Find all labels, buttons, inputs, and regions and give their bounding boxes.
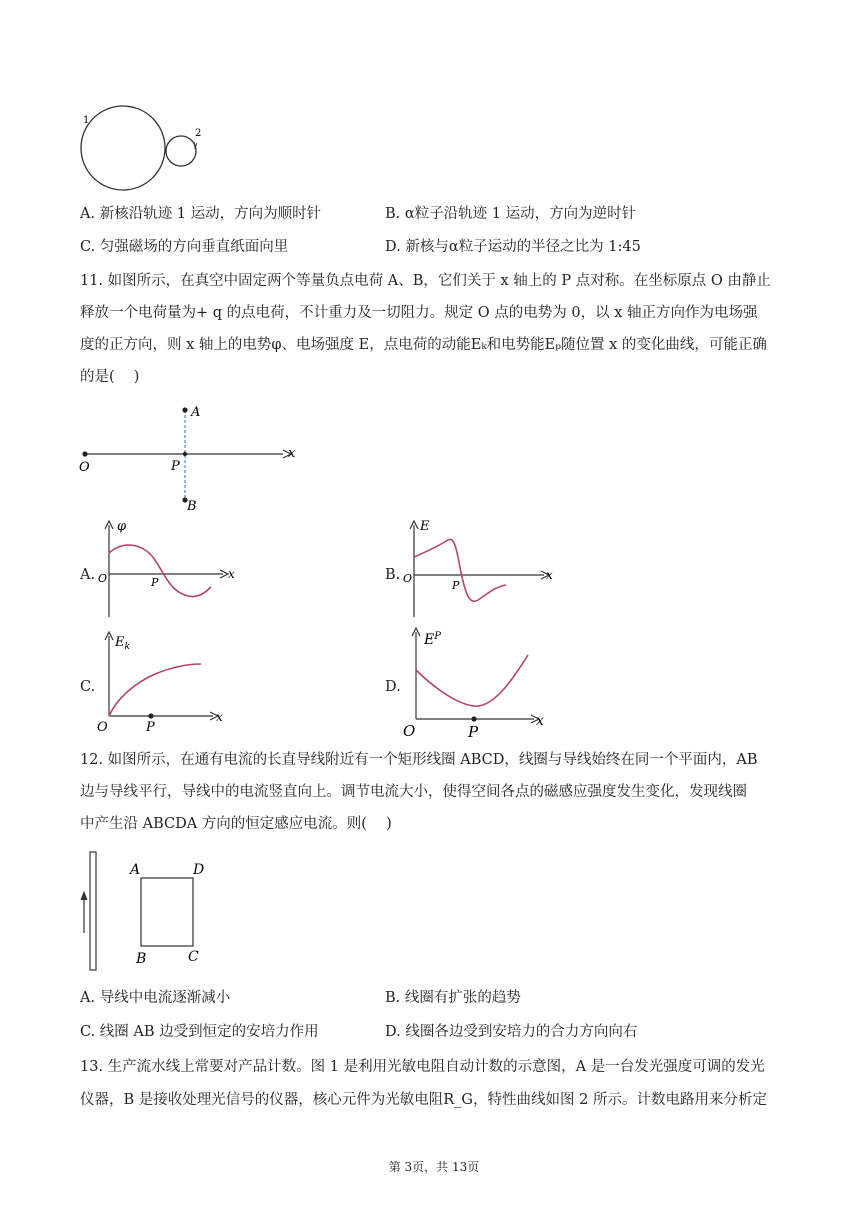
origin-label: O [98, 572, 108, 585]
label-p: P [171, 459, 180, 474]
y-label: $E^P$ [424, 631, 441, 648]
p-label: P [468, 723, 479, 740]
point-p-dot [148, 713, 153, 718]
q11-graph-c [95, 628, 230, 733]
q10-option-c: C. 匀强磁场的方向垂直纸面向里 [80, 239, 289, 255]
q11-graph-b-option: B. [385, 567, 401, 583]
label-b: B [136, 951, 147, 967]
page-footer: 第 3页，共 13页 [388, 1160, 480, 1174]
q11-graph-a-option: A. [80, 567, 96, 583]
label-c: C [188, 949, 199, 965]
q12-option-d: D. 线圈各边受到安培力的合力方向向右 [385, 1024, 638, 1040]
current-arrow-head [81, 892, 87, 900]
q13-line-1: 13. 生产流水线上常要对产品计数。图 1 是利用光敏电阻自动计数的示意图，A 是一台发光强度可调的发光 [80, 1059, 765, 1075]
point-p-dot [183, 452, 187, 456]
label-o: O [79, 460, 90, 475]
q11-graph-d [400, 622, 550, 740]
q11-graph-a [95, 515, 245, 620]
q11-line-4: 的是( ) [80, 369, 140, 385]
q11-graph-d-option: D. [385, 679, 401, 695]
y-label: E [420, 519, 430, 534]
y-label: $E_k$ [115, 635, 130, 652]
x-label: x [546, 568, 553, 582]
p-label: P [146, 720, 155, 733]
rectangular-coil [141, 878, 193, 946]
label-x: x [288, 446, 296, 461]
origin-label: O [403, 722, 416, 740]
origin-dot [82, 451, 87, 456]
q12-line-3: 中产生沿 ABCDA 方向的恒定感应电流。则( ) [80, 816, 392, 832]
q12-option-a: A. 导线中电流逐渐减小 [80, 990, 231, 1006]
q10-option-a: A. 新核沿轨迹 1 运动，方向为顺时针 [80, 206, 322, 222]
charge-a-dot [182, 407, 187, 412]
long-straight-wire [90, 852, 96, 970]
x-label: x [536, 713, 544, 729]
point-p-dot [471, 716, 476, 721]
potential-curve [109, 545, 211, 596]
p-label: P [452, 579, 460, 592]
q11-charges-figure [75, 400, 305, 515]
y-label: φ [117, 519, 127, 534]
orbit-2 [166, 136, 196, 166]
kinetic-energy-curve [109, 664, 201, 716]
q10-option-d: D. 新核与α粒子运动的半径之比为 1:45 [385, 239, 641, 255]
q11-graph-b [398, 515, 558, 620]
q11-line-1: 11. 如图所示，在真空中固定两个等量负点电荷 A、B，它们关于 x 轴上的 P 点对称。在坐标原点 O 由静止 [80, 273, 771, 289]
x-label: x [216, 710, 223, 724]
orbit-figure [78, 105, 208, 195]
orbit-label-2: 2 [195, 128, 202, 139]
origin-label: O [97, 720, 108, 733]
label-a: A [130, 862, 141, 878]
q12-line-1: 12. 如图所示，在通有电流的长直导线附近有一个矩形线圈 ABCD，线圈与导线始终在同一个平面内，AB [80, 752, 758, 768]
label-b: B [187, 499, 197, 514]
q12-coil-figure [78, 848, 218, 973]
origin-label: O [403, 572, 413, 585]
q11-graph-c-option: C. [80, 679, 96, 695]
q12-option-c: C. 线圈 AB 边受到恒定的安培力作用 [80, 1024, 319, 1040]
q11-line-3: 度的正方向，则 x 轴上的电势φ、电场强度 E，点电荷的动能Eₖ和电势能Eₚ随位置 x 的变化曲线，可能正确 [80, 337, 767, 353]
label-d: D [193, 862, 205, 878]
q11-line-2: 释放一个电荷量为+ q 的点电荷，不计重力及一切阻力。规定 O 点的电势为 0，以 x 轴正方向作为电场强 [80, 305, 758, 321]
orbit-1 [81, 106, 165, 190]
q12-option-b: B. 线圈有扩张的趋势 [385, 990, 521, 1006]
orbit-2-arrow [194, 142, 197, 148]
orbit-label-1: 1 [83, 115, 90, 126]
q10-option-b: B. α粒子沿轨迹 1 运动，方向为逆时针 [385, 206, 637, 222]
q13-line-2: 仪器，B 是接收处理光信号的仪器，核心元件为光敏电阻R_G，特性曲线如图 2 所示。计数电路用来分析定 [80, 1092, 767, 1108]
label-a: A [191, 405, 201, 420]
potential-energy-curve [416, 655, 528, 706]
x-label: x [228, 567, 235, 581]
p-label: P [151, 576, 159, 589]
field-curve [414, 539, 506, 601]
q12-line-2: 边与导线平行，导线中的电流竖直向上。调节电流大小，使得空间各点的磁感应强度发生变化，发现线圈 [80, 784, 747, 800]
